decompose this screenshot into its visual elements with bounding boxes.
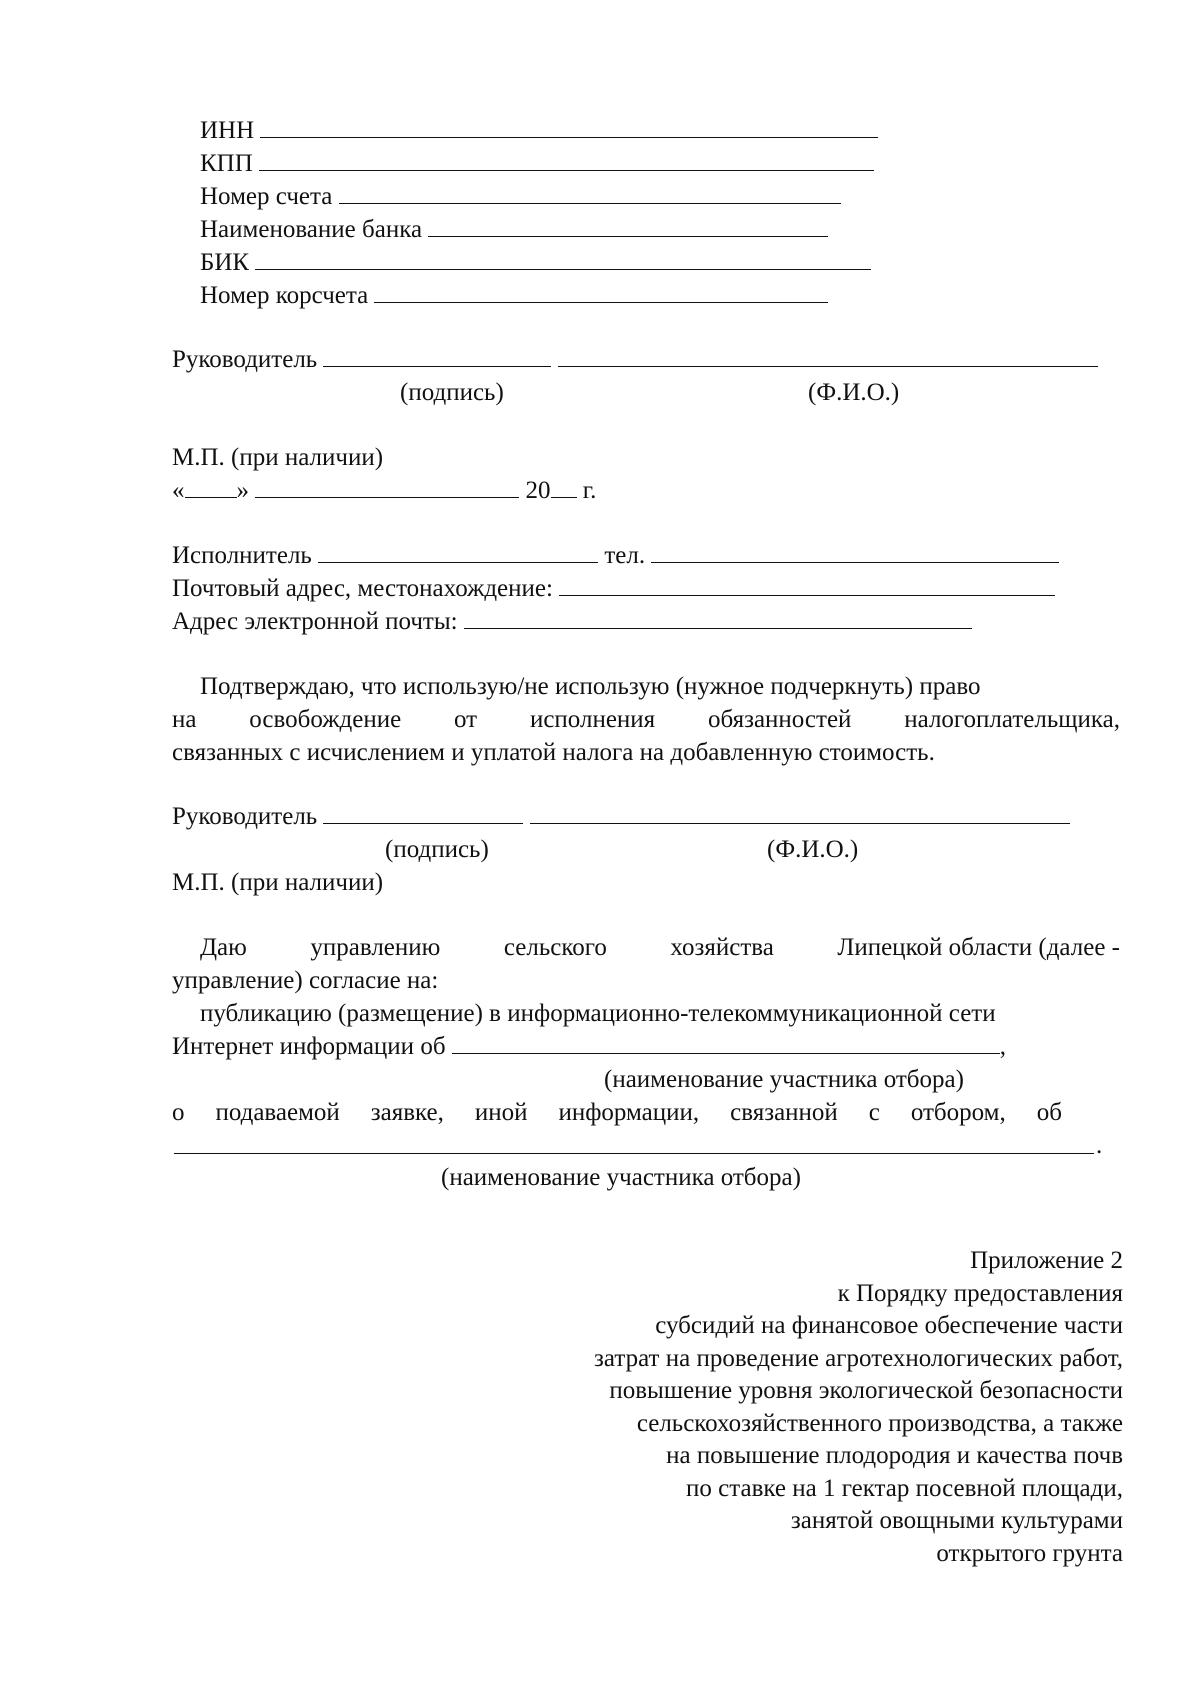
head-label-1: Руководитель xyxy=(172,346,318,373)
kpp-line xyxy=(200,148,874,180)
consent-line-4 xyxy=(172,1031,1006,1063)
consent-word: управлению xyxy=(310,934,441,961)
head-signature-line-2 xyxy=(172,801,1070,833)
kpp-field[interactable] xyxy=(259,148,874,171)
account-label: Номер счета xyxy=(200,183,333,210)
consent-word: об xyxy=(1036,1099,1062,1126)
corr-account-label: Номер корсчета xyxy=(200,282,369,309)
appendix-line: к Порядку предоставления xyxy=(837,1279,1123,1307)
consent-word: хозяйства xyxy=(670,934,774,961)
appendix-header xyxy=(594,1245,1123,1570)
consent-word: иной xyxy=(474,1099,528,1126)
consent-word: заявке, xyxy=(370,1099,444,1126)
head-fio-field-2[interactable] xyxy=(530,801,1070,824)
address-line xyxy=(172,573,1055,605)
appendix-line: по ставке на 1 гектар посевной площади, xyxy=(686,1474,1123,1502)
executor-label: Исполнитель xyxy=(172,542,312,569)
vat-paragraph-line-1: Подтверждаю, что использую/не использую (нужное подчеркнуть) право xyxy=(200,673,981,700)
consent-line-2: управление) согласие на: xyxy=(172,967,439,994)
appendix-line: открытого грунта xyxy=(936,1539,1123,1567)
seal-note-2: М.П. (при наличии) xyxy=(172,869,384,896)
vat-word: от xyxy=(454,706,478,733)
year-field[interactable] xyxy=(551,475,577,498)
head-signature-field-2[interactable] xyxy=(323,801,523,824)
appendix-line: на повышение плодородия и качества почв xyxy=(666,1442,1123,1469)
appendix-line: затрат на проведение агротехнологических работ, xyxy=(594,1344,1123,1372)
inn-line xyxy=(200,115,878,147)
account-line xyxy=(200,181,841,213)
head-signature-field-1[interactable] xyxy=(323,344,551,367)
address-label: Почтовый адрес, местонахождение: xyxy=(172,575,553,602)
vat-word: исполнения xyxy=(529,706,656,733)
year-prefix: 20 xyxy=(525,477,551,504)
signature-caption-1: (подпись) xyxy=(400,379,504,406)
email-field[interactable] xyxy=(464,606,972,629)
participant-caption-1: (наименование участника отбора) xyxy=(604,1066,964,1093)
email-label: Адрес электронной почты: xyxy=(172,608,458,635)
consent-word: с xyxy=(868,1099,880,1126)
vat-word: на xyxy=(172,706,197,733)
vat-word: налогоплательщика, xyxy=(904,706,1120,733)
inn-label: ИНН xyxy=(200,117,255,144)
consent-word: Липецкой области (далее - xyxy=(837,934,1120,961)
corr-account-line xyxy=(200,280,828,312)
consent-word: о xyxy=(172,1099,185,1126)
consent-word: Даю xyxy=(200,934,247,961)
vat-paragraph-line-3: связанных с исчислением и уплатой налога на добавленную стоимость. xyxy=(172,739,935,766)
signature-caption-2: (подпись) xyxy=(385,836,489,863)
bank-name-line xyxy=(200,214,828,246)
consent-comma: , xyxy=(999,1033,1007,1060)
consent-word: отбором, xyxy=(910,1099,1006,1126)
appendix-line: субсидий на финансовое обеспечение части xyxy=(655,1312,1123,1339)
date-month-field[interactable] xyxy=(255,475,519,498)
inn-field[interactable] xyxy=(260,115,878,138)
date-line xyxy=(172,475,596,507)
participant-name-field-1[interactable] xyxy=(452,1031,1000,1054)
date-close-quote: » xyxy=(236,477,249,504)
vat-word: обязанностей xyxy=(707,706,852,733)
consent-word: информации, xyxy=(558,1099,700,1126)
corr-account-field[interactable] xyxy=(374,280,828,303)
phone-label: тел. xyxy=(604,542,646,569)
consent-line-4-text: Интернет информации об xyxy=(172,1033,446,1060)
consent-line-5 xyxy=(172,1097,1062,1129)
consent-line-3: публикацию (размещение) в информационно-телекоммуникационной сети xyxy=(200,1000,996,1027)
phone-field[interactable] xyxy=(651,540,1059,563)
year-suffix: г. xyxy=(582,477,597,504)
bank-name-field[interactable] xyxy=(428,214,828,237)
bik-line xyxy=(200,247,871,279)
email-line xyxy=(172,606,972,638)
appendix-line: сельскохозяйственного производства, а также xyxy=(636,1409,1123,1437)
head-label-2: Руководитель xyxy=(172,803,318,830)
date-open-quote: « xyxy=(172,477,185,504)
executor-line xyxy=(172,540,1059,572)
participant-name-field-2[interactable] xyxy=(174,1153,1094,1154)
appendix-line: Приложение 2 xyxy=(970,1247,1123,1274)
kpp-label: КПП xyxy=(200,150,253,177)
executor-field[interactable] xyxy=(318,540,598,563)
appendix-line: повышение уровня экологической безопасности xyxy=(609,1377,1123,1404)
vat-paragraph-line-2 xyxy=(172,704,1120,736)
consent-line-1 xyxy=(200,932,1120,964)
bik-field[interactable] xyxy=(255,247,871,270)
fio-caption-2: (Ф.И.О.) xyxy=(767,836,859,863)
account-field[interactable] xyxy=(339,181,841,204)
participant-caption-2: (наименование участника отбора) xyxy=(441,1164,801,1191)
address-field[interactable] xyxy=(559,573,1055,596)
fio-caption-1: (Ф.И.О.) xyxy=(808,379,900,406)
head-fio-field-1[interactable] xyxy=(558,344,1098,367)
consent-word: подаваемой xyxy=(215,1099,340,1126)
vat-word: освобождение xyxy=(249,706,402,733)
date-day-field[interactable] xyxy=(185,475,237,498)
seal-note-1: М.П. (при наличии) xyxy=(172,444,384,471)
appendix-line: занятой овощными культурами xyxy=(790,1507,1123,1534)
bik-label: БИК xyxy=(200,249,250,276)
consent-period: . xyxy=(1096,1132,1103,1159)
bank-name-label: Наименование банка xyxy=(200,216,423,243)
head-signature-line-1 xyxy=(172,344,1098,376)
consent-word: связанной xyxy=(730,1099,838,1126)
consent-word: сельского xyxy=(503,934,607,961)
